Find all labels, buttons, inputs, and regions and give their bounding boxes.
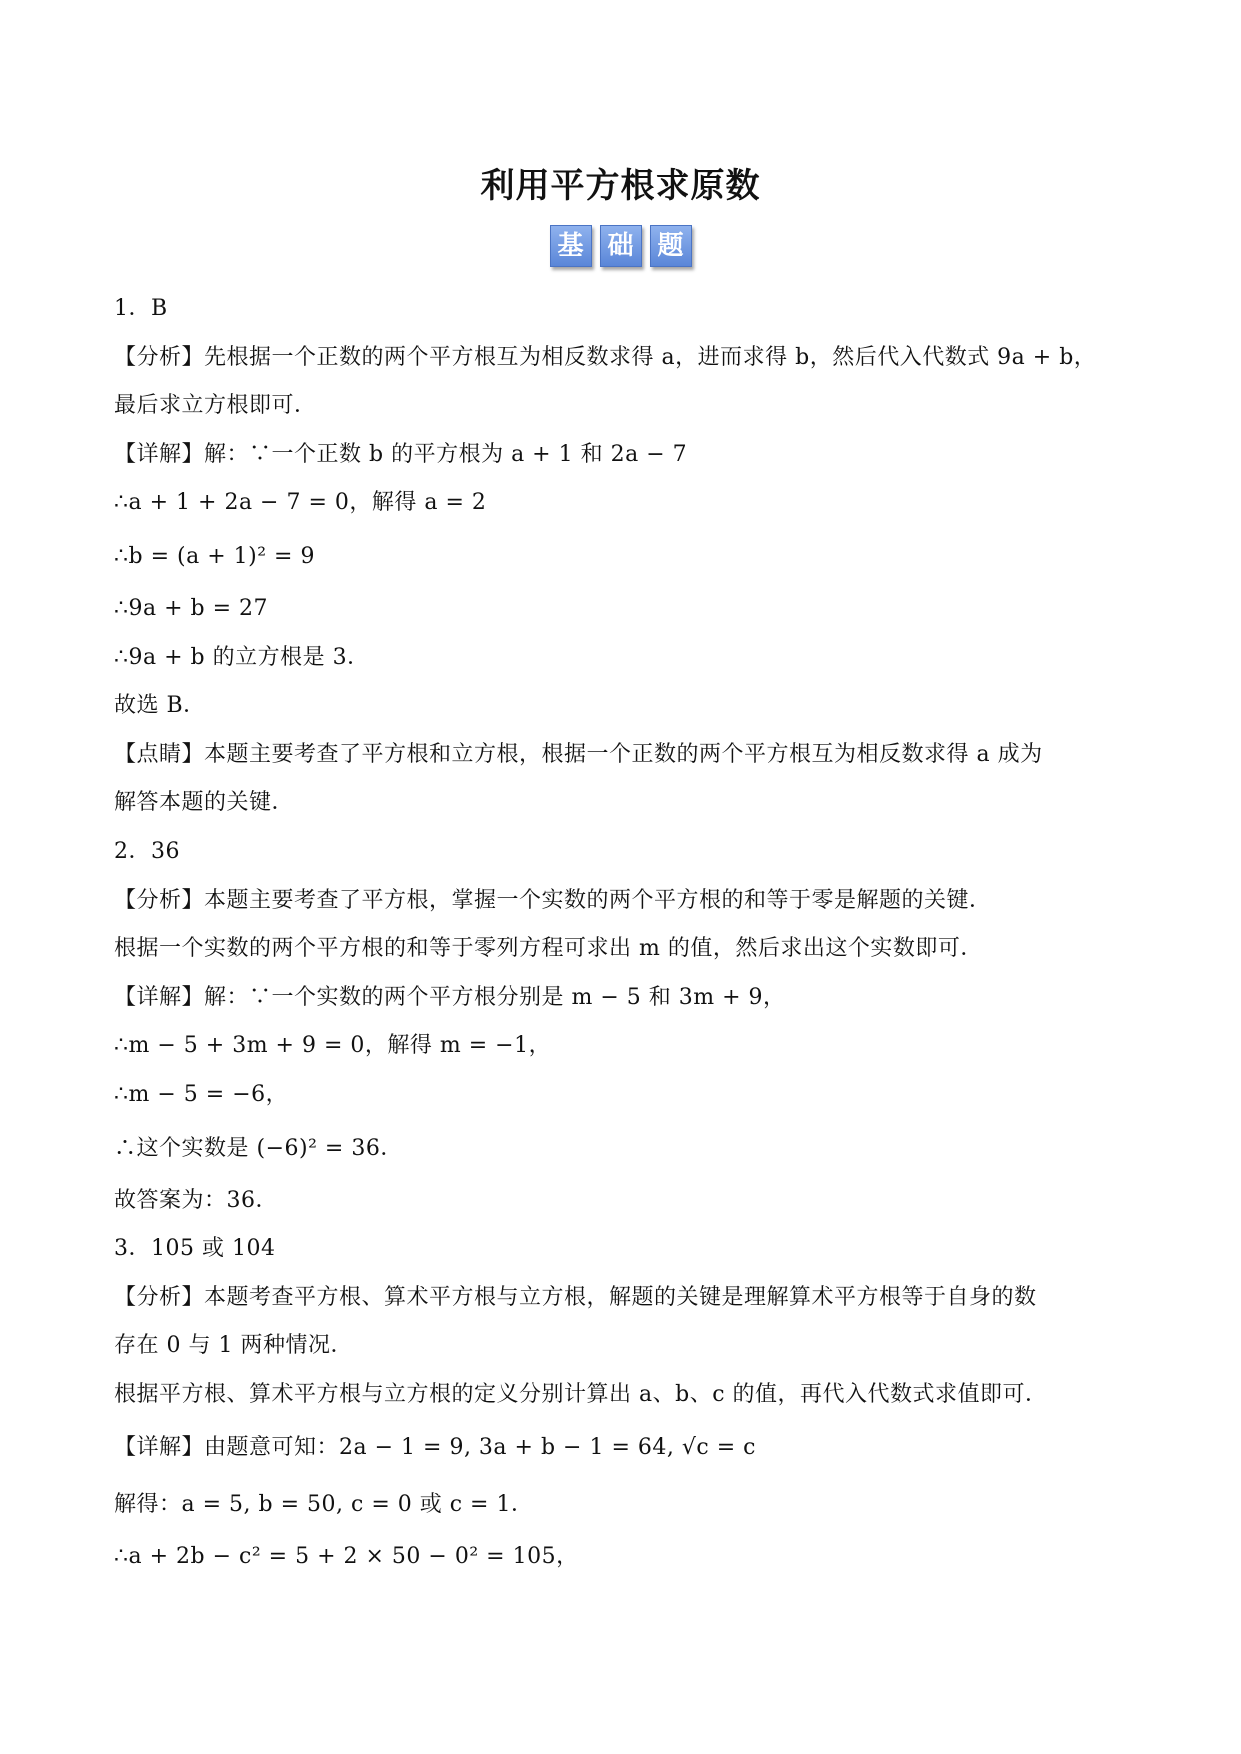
text-line: ∴m − 5 = −6， — [114, 1081, 289, 1107]
difficulty-badge — [0, 225, 1241, 267]
badge-char-1: 基 — [550, 225, 592, 267]
text-line: 【分析】本题考查平方根、算术平方根与立方根，解题的关键是理解算术平方根等于自身的数 — [114, 1284, 1037, 1310]
text-line: 1．B — [114, 296, 168, 321]
text-line: 【分析】本题主要考查了平方根，掌握一个实数的两个平方根的和等于零是解题的关键． — [114, 887, 992, 913]
text-line: ∴这个实数是 (−6)² = 36． — [114, 1135, 403, 1161]
page-title: 利用平方根求原数 — [480, 166, 761, 206]
text-line: ∴m − 5 + 3m + 9 = 0，解得 m = −1， — [114, 1033, 552, 1059]
text-line: 最后求立方根即可． — [114, 393, 317, 419]
text-line: 【分析】先根据一个正数的两个平方根互为相反数求得 a，进而求得 b，然后代入代数式 9a + b， — [114, 344, 1097, 370]
text-line: 解答本题的关键． — [114, 790, 295, 816]
solution-body — [114, 285, 1134, 1582]
text-line: 根据一个实数的两个平方根的和等于零列方程可求出 m 的值，然后求出这个实数即可． — [114, 936, 983, 962]
text-line: ∴a + 2b − c² = 5 + 2 × 50 − 0² = 105， — [114, 1544, 579, 1570]
badge-char-2: 础 — [600, 225, 642, 267]
text-line: 【详解】解：∵一个正数 b 的平方根为 a + 1 和 2a − 7 — [114, 441, 688, 467]
text-line: 存在 0 与 1 两种情况． — [114, 1333, 353, 1359]
text-line: 3．105 或 104 — [114, 1236, 276, 1262]
badge-char-3: 题 — [650, 225, 692, 267]
text-line: 【详解】由题意可知：2a − 1 = 9, 3a + b − 1 = 64, √c = c — [114, 1435, 756, 1461]
text-line: ∴a + 1 + 2a − 7 = 0，解得 a = 2 — [114, 490, 487, 516]
text-line: 【点睛】本题主要考查了平方根和立方根，根据一个正数的两个平方根互为相反数求得 a 成为 — [114, 741, 1043, 767]
text-line: 根据平方根、算术平方根与立方根的定义分别计算出 a、b、c 的值，再代入代数式求值即可． — [114, 1381, 1048, 1407]
text-line: 故答案为：36． — [114, 1187, 278, 1213]
text-line: ∴9a + b 的立方根是 3． — [114, 644, 370, 670]
text-line: 故选 B． — [114, 693, 206, 719]
text-line: 2．36 — [114, 838, 180, 864]
text-line: ∴9a + b = 27 — [114, 595, 269, 621]
text-line: ∴b = (a + 1)² = 9 — [114, 543, 315, 569]
text-line: 解得：a = 5, b = 50, c = 0 或 c = 1． — [114, 1492, 534, 1518]
text-line: 【详解】解：∵一个实数的两个平方根分别是 m − 5 和 3m + 9， — [114, 984, 786, 1010]
